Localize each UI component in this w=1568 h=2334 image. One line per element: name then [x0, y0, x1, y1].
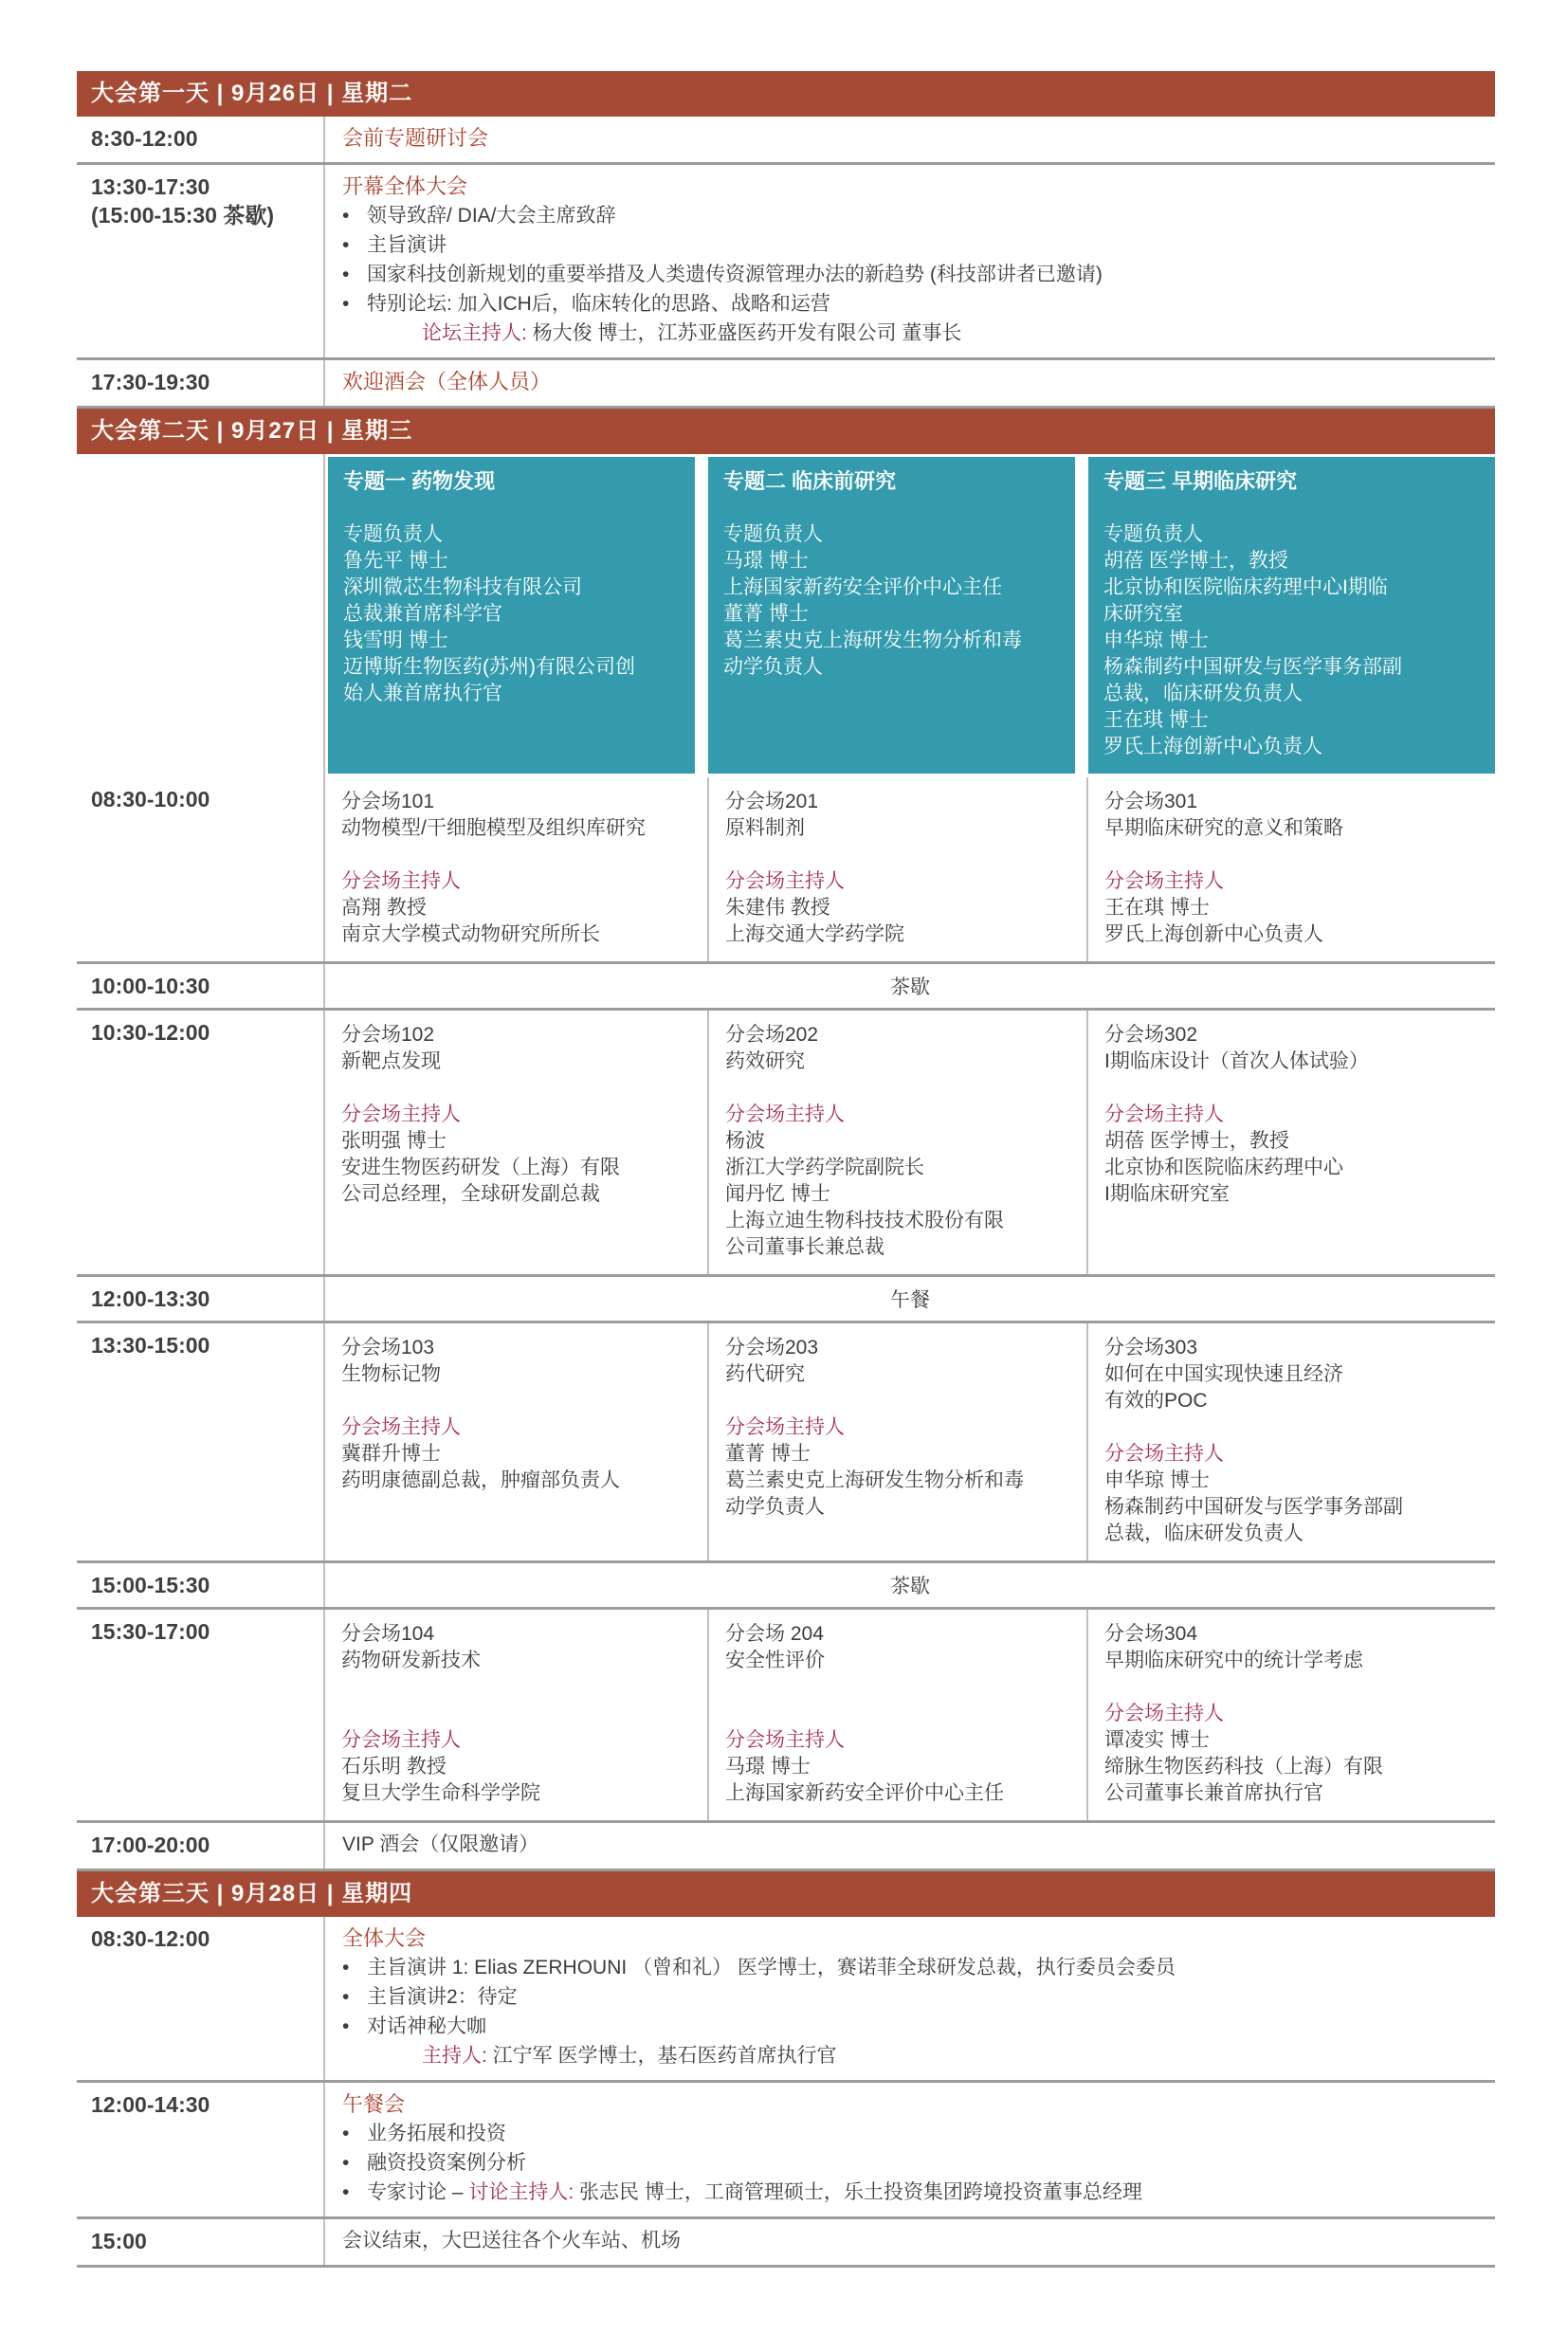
- bullet-text: [367, 1982, 518, 2012]
- session-line: 分会场主持人: [725, 1729, 845, 1751]
- bullet-item: [342, 230, 1486, 260]
- session-line: 胡蓓 医学博士，教授: [1104, 1130, 1289, 1152]
- session-line: 高翔 教授: [341, 897, 427, 919]
- session-line: 张明强 博士: [341, 1130, 447, 1152]
- schedule-row: [77, 777, 1495, 964]
- chair-text: 张志民 博士，工商管理硕士，乐土投资集团跨境投资董事总经理: [574, 2181, 1142, 2203]
- session-line: 上海交通大学药学院: [725, 923, 904, 945]
- bullet-item: [342, 2012, 1486, 2041]
- break-label: 茶歇: [890, 976, 930, 998]
- row-content: [323, 2083, 1495, 2216]
- session-line: 分会场101: [341, 791, 435, 812]
- day-header: 大会第一天 | 9月26日 | 星期二: [77, 71, 1495, 117]
- bullet-item: [342, 2178, 1486, 2207]
- row-content: [323, 1917, 1495, 2080]
- topic-line: 胡蓓 医学博士，教授: [1103, 550, 1288, 572]
- session-line: 公司董事长兼首席执行官: [1104, 1782, 1323, 1804]
- bullet-text: [367, 2178, 1142, 2207]
- topic-line: [1103, 495, 1482, 521]
- time-label: 08:30-12:00: [91, 1926, 210, 1951]
- conference-program-page: [77, 0, 1495, 2334]
- session-line: 如何在中国实现快速且经济: [1104, 1363, 1343, 1385]
- session-line: 分会场103: [341, 1337, 435, 1358]
- session-column: [325, 1610, 707, 1820]
- time-label: 12:00-13:30: [91, 1286, 210, 1311]
- session-line: 分会场302: [1104, 1024, 1198, 1046]
- topic-line: 北京协和医院临床药理中心I期临: [1103, 576, 1388, 598]
- schedule-row: [77, 1011, 1495, 1277]
- session-line: 董菁 博士: [725, 1443, 811, 1465]
- session-column: [707, 777, 1086, 961]
- schedule-row: [77, 1917, 1495, 2083]
- session-title: 欢迎酒会（全体人员）: [342, 370, 552, 393]
- session-column: [325, 1323, 707, 1560]
- topic-line: 董菁 博士: [723, 603, 809, 625]
- topic-line: 上海国家新药安全评价中心主任: [723, 576, 1002, 598]
- session-line: 分会场主持人: [1104, 1443, 1224, 1465]
- time-label: 10:00-10:30: [91, 974, 210, 998]
- time-label: 10:30-12:00: [91, 1020, 210, 1045]
- schedule-row: [77, 1277, 1495, 1323]
- topic-line: 葛兰素史克上海研发生物分析和毒: [723, 629, 1022, 651]
- time-label: 15:30-17:00: [91, 1619, 210, 1644]
- topic-line: 专题负责人: [723, 523, 823, 545]
- topic-line: 杨森制药中国研发与医学事务部副: [1103, 656, 1402, 678]
- session-column: [707, 1011, 1086, 1274]
- chair-text: 江宁军 医学博士，基石医药首席执行官: [486, 2045, 837, 2067]
- row-content: [323, 1823, 1495, 1869]
- session-line: [341, 1701, 696, 1727]
- time-label: 12:00-14:30: [91, 2092, 210, 2117]
- time-label: 13:30-17:30 (15:00-15:30 茶歇): [77, 165, 323, 357]
- bullet-dot: •: [342, 205, 350, 227]
- session-line: 分会场301: [1104, 791, 1198, 812]
- session-line: 北京协和医院临床药理中心: [1104, 1157, 1343, 1178]
- time-label: 17:30-19:30: [91, 370, 210, 394]
- session-line: [1104, 842, 1484, 868]
- chair-text: 杨大俊 博士，江苏亚盛医药开发有限公司 董事长: [526, 322, 962, 344]
- session-line: 罗氏上海创新中心负责人: [1104, 923, 1323, 945]
- session-line: 原料制剂: [725, 817, 805, 839]
- topic-line: 罗氏上海创新中心负责人: [1103, 736, 1322, 757]
- bullet-pre: 主旨演讲2：待定: [367, 1986, 518, 2008]
- session-title: 开幕全体大会: [342, 174, 468, 198]
- bullet-dot: •: [342, 1957, 350, 1978]
- bullet-item: [342, 1953, 1486, 1982]
- session-line: 复旦大学生命科学学院: [341, 1782, 540, 1804]
- session-line: 分会场主持人: [341, 1729, 461, 1751]
- session-line: [725, 1674, 1075, 1701]
- session-line: 申华琼 博士: [1104, 1469, 1210, 1491]
- session-line: 朱建伟 教授: [725, 897, 830, 919]
- schedule-row: [77, 1823, 1495, 1871]
- session-line: 葛兰素史克上海研发生物分析和毒: [725, 1469, 1024, 1491]
- session-line: 缔脉生物医药科技（上海）有限: [1104, 1756, 1383, 1778]
- session-column: [1086, 1323, 1495, 1560]
- topic-line: 专题一 药物发现: [343, 469, 496, 493]
- session-column: [1086, 777, 1495, 961]
- bullet-pre: 融资投资案例分析: [367, 2152, 526, 2174]
- session-line: 早期临床研究中的统计学考虑: [1104, 1650, 1363, 1671]
- session-line: 冀群升博士: [341, 1443, 441, 1465]
- topics-container: [323, 454, 1495, 777]
- topic-line: [343, 495, 682, 521]
- topic-line: 动学负责人: [723, 656, 823, 678]
- session-line: 分会场主持人: [725, 870, 845, 892]
- session-line: [725, 1075, 1075, 1102]
- session-line: 早期临床研究的意义和策略: [1104, 817, 1343, 839]
- sessions-container: [323, 777, 1495, 961]
- chair-label: 论坛主持人:: [422, 322, 527, 344]
- time-label: [77, 454, 323, 777]
- session-title: VIP 酒会（仅限邀请）: [342, 1833, 539, 1855]
- topic-line: 总裁，临床研发负责人: [1103, 683, 1303, 704]
- session-line: [725, 1701, 1075, 1727]
- time-label: 8:30-12:00: [91, 126, 198, 151]
- session-line: 公司董事长兼总裁: [725, 1236, 884, 1258]
- bullet-dot: •: [342, 293, 350, 315]
- session-column: [325, 777, 707, 961]
- row-content: [323, 360, 1495, 406]
- session-line: 分会场203: [725, 1337, 819, 1358]
- bullet-dot: •: [342, 2015, 350, 2037]
- session-line: 分会场主持人: [341, 1103, 461, 1125]
- session-line: 分会场303: [1104, 1337, 1198, 1358]
- session-line: 分会场主持人: [725, 1416, 845, 1438]
- bullet-item: [342, 1982, 1486, 2012]
- chair-line: [342, 319, 1486, 348]
- session-line: 动物模型/干细胞模型及组织库研究: [341, 817, 646, 839]
- session-line: 马璟 博士: [725, 1756, 811, 1778]
- sessions-container: [323, 1610, 1495, 1820]
- session-line: 王在琪 博士: [1104, 897, 1210, 919]
- session-title: 全体大会: [342, 1926, 427, 1950]
- schedule-row: [77, 454, 1495, 777]
- topic-line: 专题负责人: [1103, 523, 1203, 545]
- row-content: [323, 117, 1495, 162]
- session-column: [325, 1011, 707, 1274]
- session-line: 杨森制药中国研发与医学事务部副: [1104, 1496, 1403, 1518]
- session-line: [341, 842, 696, 868]
- bullet-text: [367, 201, 616, 230]
- topic-line: 专题二 临床前研究: [723, 469, 897, 493]
- break-cell: [323, 1563, 1495, 1607]
- time-note: (15:00-15:30 茶歇): [91, 203, 275, 228]
- session-line: 分会场主持人: [725, 1103, 845, 1125]
- session-line: 杨波: [725, 1130, 765, 1152]
- bullet-text: [367, 2119, 506, 2148]
- session-line: 安进生物医药研发（上海）有限: [341, 1157, 620, 1178]
- bullet-dot: •: [342, 234, 350, 256]
- session-line: 分会场主持人: [341, 870, 461, 892]
- break-cell: [323, 964, 1495, 1008]
- chair-label: 主持人:: [422, 2045, 487, 2067]
- bullet-dot: •: [342, 1986, 350, 2008]
- session-line: 分会场主持人: [1104, 1103, 1224, 1125]
- topic-line: 床研究室: [1103, 603, 1183, 625]
- session-line: 新靶点发现: [341, 1050, 441, 1072]
- session-line: 上海国家新药安全评价中心主任: [725, 1782, 1004, 1804]
- session-line: I期临床设计（首次人体试验）: [1104, 1050, 1369, 1072]
- session-line: 药代研究: [725, 1363, 805, 1385]
- session-line: [341, 1388, 696, 1414]
- session-line: 有效的POC: [1104, 1390, 1208, 1412]
- bullet-pre: 对话神秘大咖: [367, 2015, 486, 2037]
- topic-line: 迈博斯生物医药(苏州)有限公司创: [343, 656, 635, 678]
- session-title: 会议结束，大巴送往各个火车站、机场: [342, 2230, 681, 2252]
- time-label: 17:00-20:00: [91, 1833, 210, 1857]
- session-line: 分会场主持人: [1104, 1703, 1224, 1724]
- session-line: 分会场 204: [725, 1623, 824, 1645]
- topic-line: 始人兼首席执行官: [343, 683, 502, 704]
- break-cell: [323, 1277, 1495, 1321]
- topic-line: 钱雪明 博士: [343, 629, 448, 651]
- bullet-text: [367, 1953, 1176, 1982]
- session-column: [707, 1610, 1086, 1820]
- break-label: 茶歇: [890, 1576, 930, 1597]
- bullet-item: [342, 289, 1486, 319]
- session-line: [1104, 1414, 1484, 1441]
- session-line: 分会场主持人: [1104, 870, 1224, 892]
- topic-line: 总裁兼首席科学官: [343, 603, 502, 625]
- schedule-row: [77, 1563, 1495, 1610]
- topic-box: [328, 457, 695, 774]
- session-line: 谭凌实 博士: [1104, 1729, 1210, 1751]
- bullet-dot: •: [342, 2152, 350, 2174]
- session-line: 闻丹忆 博士: [725, 1183, 830, 1205]
- session-line: 公司总经理，全球研发副总裁: [341, 1183, 600, 1205]
- session-line: 浙江大学药学院副院长: [725, 1157, 924, 1178]
- session-line: 总裁，临床研发负责人: [1104, 1523, 1304, 1544]
- session-line: 药效研究: [725, 1050, 805, 1072]
- schedule-row: [77, 1610, 1495, 1823]
- bullet-text: [367, 2012, 486, 2041]
- bullet-dot: •: [342, 2123, 350, 2144]
- bullet-pre: 特别论坛: 加入ICH后，临床转化的思路、战略和运营: [367, 293, 830, 315]
- topic-line: 鲁先平 博士: [343, 550, 448, 572]
- schedule-row: [77, 360, 1495, 409]
- schedule-row: [77, 1323, 1495, 1563]
- bullet-item: [342, 2148, 1486, 2178]
- bullet-pre: 专家讨论 –: [367, 2181, 469, 2203]
- session-line: 安全性评价: [725, 1650, 825, 1671]
- topic-line: 申华琼 博士: [1103, 629, 1209, 651]
- bullet-dot: •: [342, 264, 350, 285]
- session-column: [707, 1323, 1086, 1560]
- session-line: 分会场202: [725, 1024, 819, 1046]
- topic-line: 深圳微芯生物科技有限公司: [343, 576, 582, 598]
- session-line: [341, 1075, 696, 1102]
- topic-box: [1088, 457, 1495, 774]
- session-line: 分会场201: [725, 791, 819, 812]
- bullet-pre: 国家科技创新规划的重要举措及人类遗传资源管理办法的新趋势 (科技部讲者已邀请): [367, 264, 1103, 285]
- row-content: [323, 165, 1495, 357]
- day-header: 大会第三天 | 9月28日 | 星期四: [77, 1871, 1495, 1917]
- session-line: [725, 1388, 1075, 1414]
- session-line: 上海立迪生物科技技术股份有限: [725, 1210, 1004, 1231]
- session-line: [1104, 1075, 1484, 1102]
- session-column: [1086, 1610, 1495, 1820]
- session-line: 分会场104: [341, 1623, 435, 1645]
- schedule-row: [77, 165, 1495, 360]
- bullet-text: [367, 230, 447, 260]
- bullet-pre: 业务拓展和投资: [367, 2123, 506, 2144]
- time-label: 15:00: [91, 2229, 147, 2253]
- bullet-pre: 领导致辞/ DIA/大会主席致辞: [367, 205, 616, 227]
- session-line: 药明康德副总裁，肿瘤部负责人: [341, 1469, 620, 1491]
- day-header: 大会第二天 | 9月27日 | 星期三: [77, 409, 1495, 454]
- bullet-pre: 主旨演讲: [367, 234, 447, 256]
- bullet-item: [342, 201, 1486, 230]
- session-line: [725, 842, 1075, 868]
- chair-label: 讨论主持人:: [468, 2181, 574, 2203]
- topic-line: 专题三 早期临床研究: [1103, 469, 1298, 493]
- topic-line: 专题负责人: [343, 523, 443, 545]
- time-label: 15:00-15:30: [91, 1573, 210, 1597]
- schedule-row: [77, 2083, 1495, 2219]
- break-label: 午餐: [890, 1289, 930, 1311]
- schedule-row: [77, 2219, 1495, 2268]
- sessions-container: [323, 1011, 1495, 1274]
- chair-line: [342, 2041, 1486, 2070]
- session-line: 石乐明 教授: [341, 1756, 447, 1778]
- row-content: [323, 2219, 1495, 2265]
- session-line: 药物研发新技术: [341, 1650, 481, 1671]
- session-line: I期临床研究室: [1104, 1183, 1230, 1205]
- session-line: 分会场102: [341, 1024, 435, 1046]
- bullet-pre: 主旨演讲 1: Elias ZERHOUNI （曾和礼） 医学博士，赛诺菲全球研发总裁，执行委员会委员: [367, 1957, 1176, 1978]
- topic-line: 王在琪 博士: [1103, 709, 1209, 731]
- bullet-item: [342, 260, 1486, 289]
- topic-line: [723, 495, 1062, 521]
- session-column: [1086, 1011, 1495, 1274]
- session-line: [1104, 1674, 1484, 1701]
- bullet-text: [367, 260, 1103, 289]
- time-label: 13:30-15:00: [91, 1333, 210, 1358]
- bullet-dot: •: [342, 2181, 350, 2203]
- topic-line: 马璟 博士: [723, 550, 809, 572]
- bullet-text: [367, 289, 830, 319]
- session-title: 午餐会: [342, 2092, 406, 2116]
- session-title: 会前专题研讨会: [342, 126, 489, 150]
- time-label: 08:30-10:00: [91, 787, 210, 811]
- session-line: [341, 1674, 696, 1701]
- session-line: 分会场304: [1104, 1623, 1198, 1645]
- topic-box: [708, 457, 1075, 774]
- schedule-row: [77, 964, 1495, 1011]
- bullet-item: [342, 2119, 1486, 2148]
- sessions-container: [323, 1323, 1495, 1560]
- session-line: 生物标记物: [341, 1363, 441, 1385]
- session-line: 动学负责人: [725, 1496, 825, 1518]
- session-line: 分会场主持人: [341, 1416, 461, 1438]
- session-line: 南京大学模式动物研究所所长: [341, 923, 600, 945]
- bullet-text: [367, 2148, 526, 2178]
- schedule-row: [77, 117, 1495, 165]
